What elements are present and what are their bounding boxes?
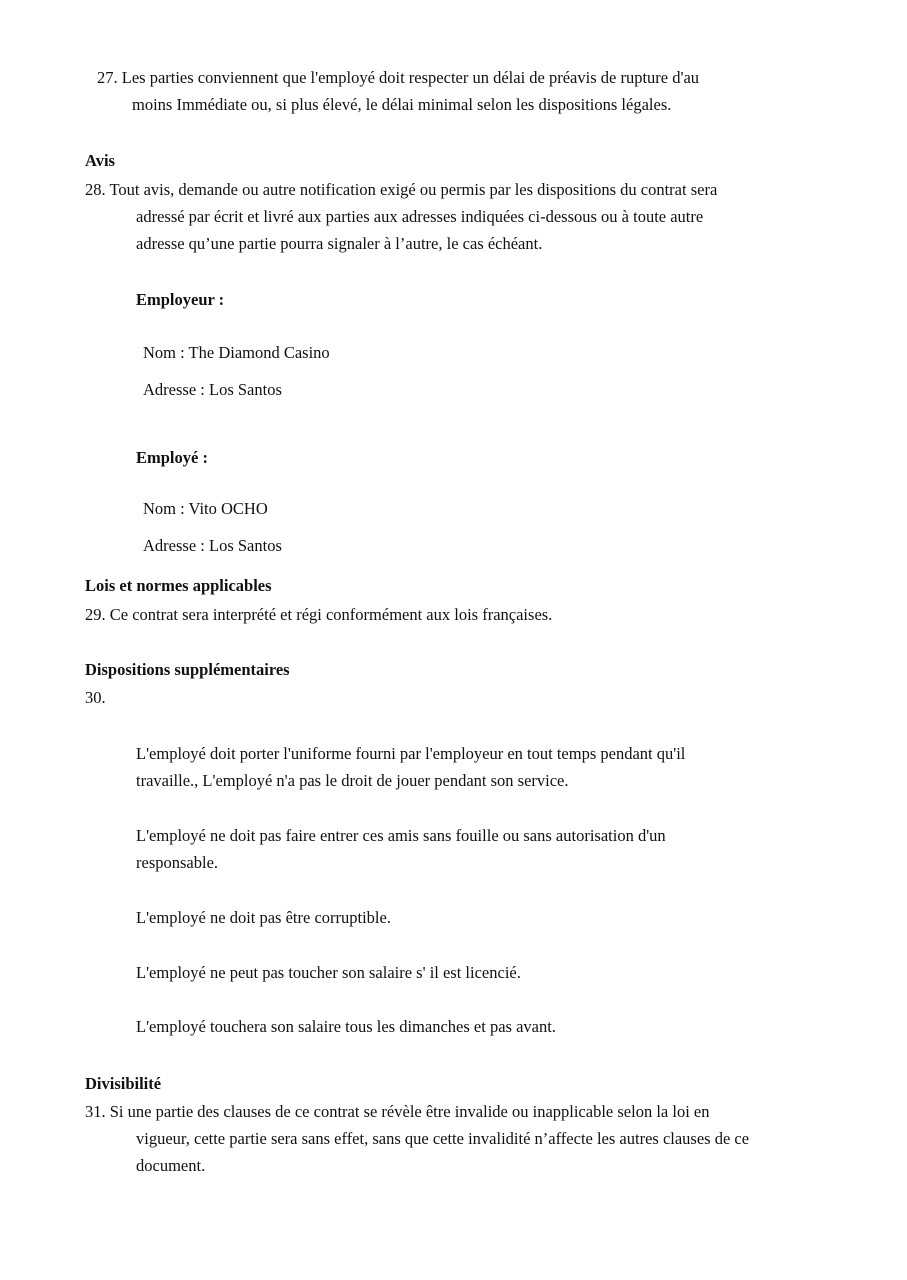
section-heading-dispositions: Dispositions supplémentaires [85, 660, 290, 679]
provision-1-line-1: L'employé doit porter l'uniforme fourni par l'employeur en tout temps pendant qu'il [136, 744, 686, 763]
clause-27-line-2: moins Immédiate ou, si plus élevé, le délai minimal selon les dispositions légales. [132, 95, 672, 114]
clause-30-number: 30. [85, 688, 106, 707]
employee-address: Adresse : Los Santos [143, 536, 282, 555]
clause-28-line-3: adresse qu’une partie pourra signaler à l’autre, le cas échéant. [136, 234, 543, 253]
provision-5: L'employé touchera son salaire tous les dimanches et pas avant. [136, 1017, 556, 1036]
clause-28-line-1: 28. Tout avis, demande ou autre notification exigé ou permis par les dispositions du contrat sera [85, 180, 718, 199]
section-heading-lois: Lois et normes applicables [85, 576, 272, 595]
clause-31-line-2: vigueur, cette partie sera sans effet, sans que cette invalidité n’affecte les autres clauses de ce [136, 1129, 750, 1148]
clause-31-line-3: document. [136, 1156, 206, 1175]
provision-4: L'employé ne peut pas toucher son salaire s' il est licencié. [136, 963, 521, 982]
clause-28-line-2: adressé par écrit et livré aux parties aux adresses indiquées ci-dessous ou à toute autre [136, 207, 704, 226]
provision-2-line-2: responsable. [136, 853, 219, 872]
employer-label: Employeur : [136, 290, 225, 309]
section-heading-avis: Avis [85, 151, 115, 170]
section-heading-divisibilite: Divisibilité [85, 1074, 162, 1093]
employer-address: Adresse : Los Santos [143, 380, 282, 399]
provision-3: L'employé ne doit pas être corruptible. [136, 908, 391, 927]
clause-29-line-1: 29. Ce contrat sera interprété et régi conformément aux lois françaises. [85, 605, 553, 624]
clause-31-line-1: 31. Si une partie des clauses de ce contrat se révèle être invalide ou inapplicable selon la loi en [85, 1102, 710, 1121]
clause-27-line-1: 27. Les parties conviennent que l'employé doit respecter un délai de préavis de rupture d'au [97, 68, 700, 87]
employee-label: Employé : [136, 448, 208, 467]
provision-2-line-1: L'employé ne doit pas faire entrer ces amis sans fouille ou sans autorisation d'un [136, 826, 666, 845]
employer-name: Nom : The Diamond Casino [143, 343, 330, 362]
employee-name: Nom : Vito OCHO [143, 499, 268, 518]
provision-1-line-2: travaille., L'employé n'a pas le droit de jouer pendant son service. [136, 771, 569, 790]
